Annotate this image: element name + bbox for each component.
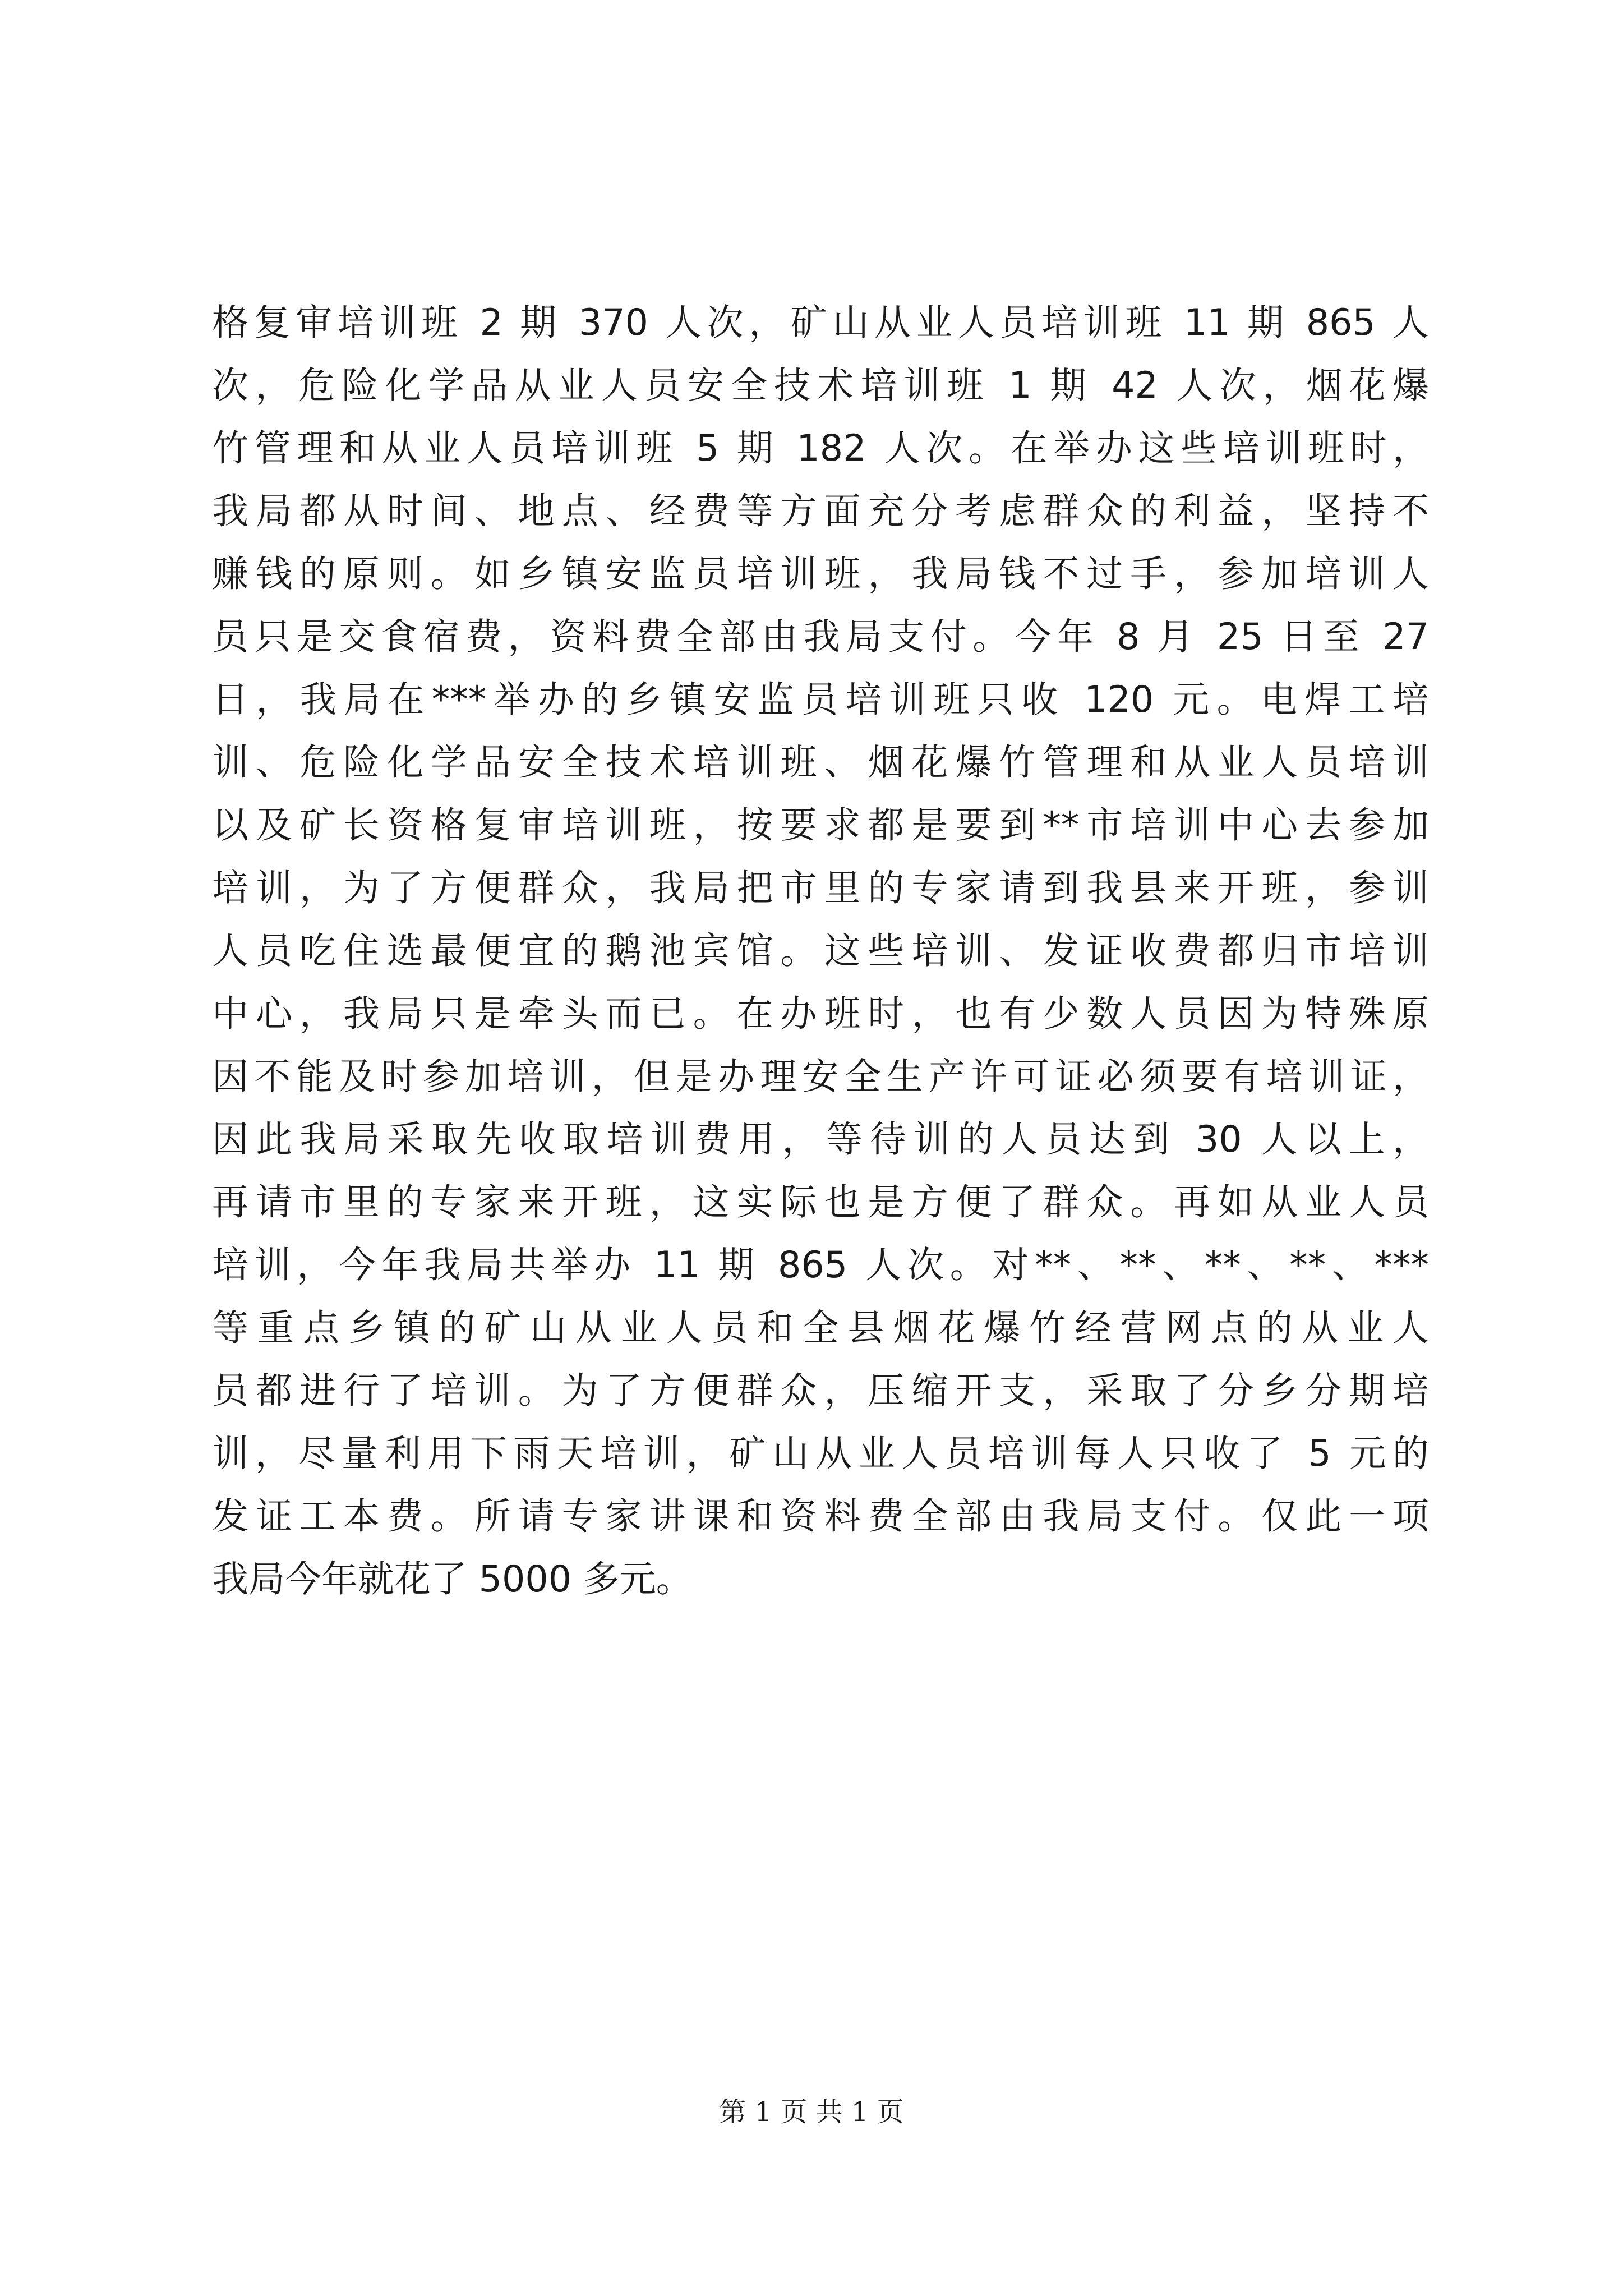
text-line: 格复审培训班 2 期 370 人次，矿山从业人员培训班 11 期 865 人	[212, 302, 1429, 344]
text-line: 日，我局在***举办的乡镇安监员培训班只收 120 元。电焊工培	[212, 679, 1429, 721]
text-line: 发证工本费。所请专家讲课和资料费全部由我局支付。仅此一项	[212, 1496, 1429, 1538]
text-line: 员只是交食宿费，资料费全部由我局支付。今年 8 月 25 日至 27	[212, 616, 1429, 658]
text-line: 培训，为了方便群众，我局把市里的专家请到我县来开班，参训	[212, 867, 1429, 909]
page-number-label: 第 1 页 共 1 页	[719, 2096, 904, 2128]
text-line: 人员吃住选最便宜的鹅池宾馆。这些培训、发证收费都归市培训	[212, 930, 1429, 972]
text-line: 等重点乡镇的矿山从业人员和全县烟花爆竹经营网点的从业人	[212, 1307, 1429, 1349]
text-line: 我局今年就花了 5000 多元。	[212, 1558, 693, 1600]
text-line: 因不能及时参加培训，但是办理安全生产许可证必须要有培训证，	[212, 1056, 1429, 1098]
text-line: 竹管理和从业人员培训班 5 期 182 人次。在举办这些培训班时，	[212, 427, 1429, 470]
text-line: 赚钱的原则。如乡镇安监员培训班，我局钱不过手，参加培训人	[212, 553, 1429, 595]
text-line: 以及矿长资格复审培训班，按要求都是要到**市培训中心去参加	[212, 804, 1429, 846]
text-line: 训、危险化学品安全技术培训班、烟花爆竹管理和从业人员培训	[212, 742, 1429, 784]
text-line: 训，尽量利用下雨天培训，矿山从业人员培训每人只收了 5 元的	[212, 1433, 1429, 1475]
text-line: 员都进行了培训。为了方便群众，压缩开支，采取了分乡分期培	[212, 1370, 1429, 1412]
text-line: 次，危险化学品从业人员安全技术培训班 1 期 42 人次，烟花爆	[212, 365, 1429, 407]
text-line: 培训，今年我局共举办 11 期 865 人次。对**、**、**、**、***	[212, 1244, 1429, 1286]
text-line: 中心，我局只是牵头而已。在办班时，也有少数人员因为特殊原	[212, 993, 1429, 1035]
text-line: 再请市里的专家来开班，这实际也是方便了群众。再如从业人员	[212, 1181, 1429, 1223]
page-footer	[0, 2095, 1623, 2129]
body-paragraph	[212, 292, 1429, 1611]
text-line: 我局都从时间、地点、经费等方面充分考虑群众的利益，坚持不	[212, 490, 1429, 532]
text-line: 因此我局采取先收取培训费用，等待训的人员达到 30 人以上，	[212, 1119, 1429, 1161]
